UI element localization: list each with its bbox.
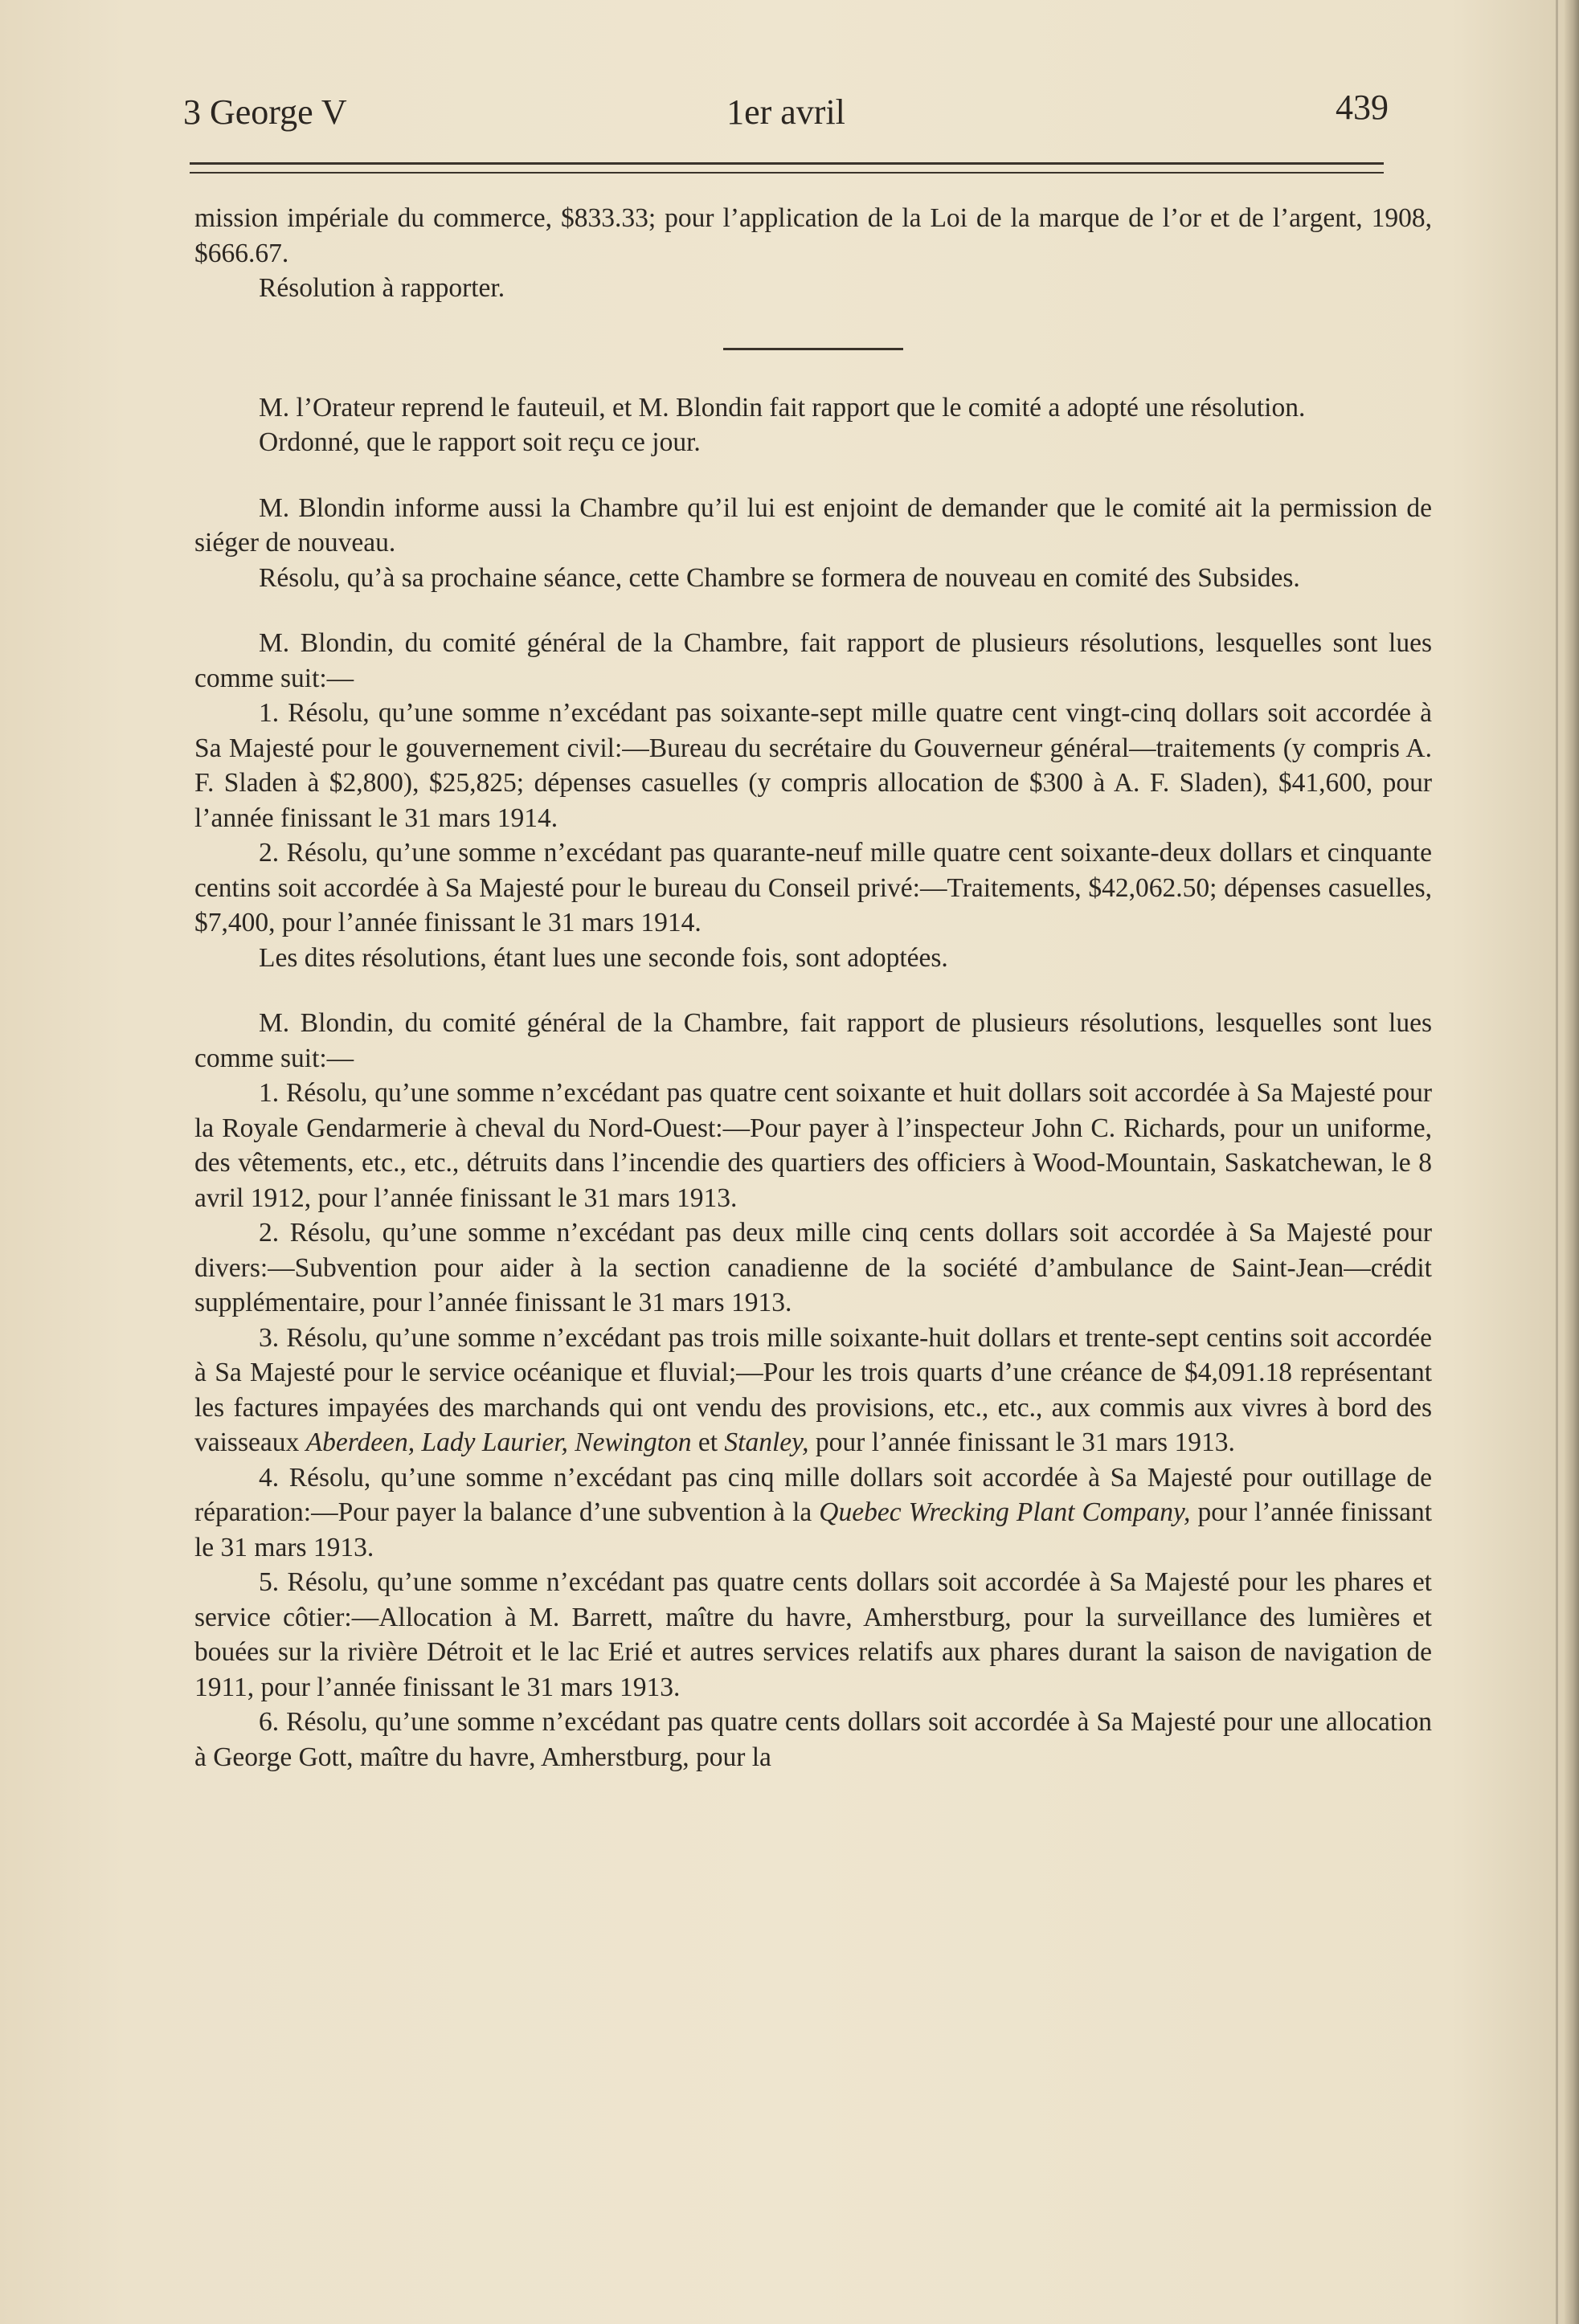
page-number: 439 bbox=[1336, 88, 1389, 127]
resolution-item: 2. Résolu, qu’une somme n’excédant pas deux mille cinq cents dollars soit accordée à Sa Majesté pour divers:—Subvention pour aider à la section canadienne de la société d’ambulance de Saint-Jean—crédit supplémentaire, pour l’année finissant le 31 mars 1913. bbox=[194, 1218, 1432, 1317]
running-header bbox=[183, 87, 1389, 138]
resolution-text: 3. Résolu, qu’une somme n’excédant pas trois mille soixante-huit dollars et trente-sept centins soit accordée à Sa Majesté pour le service océanique et fluvial;—Pour les trois quarts d’une créance de $4,091.18 représentant les factures impayées des marchands qui ont vendu des provisions, etc., etc., aux commis aux vivres à bord des vaisseaux bbox=[194, 1322, 1432, 1457]
paragraph-resolved-supply: Résolu, qu’à sa prochaine séance, cette Chambre se formera de nouveau en comité des Subsides. bbox=[259, 562, 1300, 593]
page-body bbox=[194, 201, 1432, 1775]
resolution-text: pour l’année finissant le 31 mars 1913. bbox=[194, 1497, 1433, 1562]
resolution-item: 6. Résolu, qu’une somme n’excédant pas quatre cents dollars soit accordée à Sa Majesté pour une allocation à George Gott, maître du havre, Amherstburg, pour la bbox=[194, 1707, 1432, 1772]
paragraph-continued: mission impériale du commerce, $833.33; pour l’application de la Loi de la marque de l’or et de l’argent, 1908, $666.67. bbox=[194, 203, 1432, 268]
paragraph-report-intro-1: M. Blondin, du comité général de la Chambre, fait rapport de plusieurs résolutions, lesquelles sont lues comme suit:— bbox=[194, 628, 1432, 693]
resolution-text: pour l’année finissant le 31 mars 1913. bbox=[815, 1427, 1235, 1457]
resolution-text: 4. Résolu, qu’une somme n’excédant pas cinq mille dollars soit accordée à Sa Majesté pour outillage de réparation:—Pour payer la balance d’une subvention à la bbox=[194, 1462, 1432, 1527]
paragraph-resolution-report: Résolution à rapporter. bbox=[259, 273, 505, 303]
header-regnal-year: 3 George V bbox=[183, 92, 347, 132]
resolution-item: 2. Résolu, qu’une somme n’excédant pas quarante-neuf mille quatre cent soixante-deux dollars et cinquante centins soit accordée à Sa Majesté pour le bureau du Conseil privé:—Traitements, $42,062.50; dépenses casuelles, $7,400, pour l’année finissant le 31 mars 1914. bbox=[194, 838, 1432, 937]
resolution-item: 5. Résolu, qu’une somme n’excédant pas quatre cents dollars soit accordée à Sa Majesté pour les phares et service côtier:—Allocation à M. Barrett, maître du havre, Amherstburg, pour la surveillance des lumières et bouées sur la rivière Détroit et le lac Erié et autres services relatifs aux phares durant la saison de navigation de 1911, pour l’année finissant le 31 mars 1913. bbox=[194, 1567, 1432, 1702]
paragraph-ordered: Ordonné, que le rapport soit reçu ce jour. bbox=[259, 427, 701, 457]
paragraph-adopted: Les dites résolutions, étant lues une seconde fois, sont adoptées. bbox=[259, 942, 948, 973]
ship-name-stanley: Stanley, bbox=[724, 1427, 809, 1457]
page-edge-line bbox=[1556, 0, 1558, 2324]
page-edge bbox=[1565, 0, 1579, 2324]
resolution-item bbox=[194, 1460, 1432, 1566]
paragraph-leave-to-sit: M. Blondin informe aussi la Chambre qu’il lui est enjoint de demander que le comité ait la permission de siéger de nouveau. bbox=[194, 492, 1432, 558]
resolution-item: 1. Résolu, qu’une somme n’excédant pas soixante-sept mille quatre cent vingt-cinq dollars soit accordée à Sa Majesté pour le gouvernement civil:—Bureau du secrétaire du Gouverneur général—traitements (y compris A. F. Sladen à $2,800), $25,825; dépenses casuelles (y compris allocation de $300 à A. F. Sladen), $41,600, pour l’année finissant le 31 mars 1914. bbox=[194, 698, 1432, 833]
header-date: 1er avril bbox=[726, 92, 845, 132]
paragraph-report-intro-2: M. Blondin, du comité général de la Chambre, fait rapport de plusieurs résolutions, lesquelles sont lues comme suit:— bbox=[194, 1008, 1432, 1073]
conjunction: et bbox=[697, 1427, 718, 1457]
resolution-item bbox=[194, 1321, 1432, 1460]
section-separator bbox=[723, 348, 903, 350]
ship-names: Aberdeen, Lady Laurier, Newington bbox=[305, 1427, 692, 1457]
company-name: Quebec Wrecking Plant Company, bbox=[819, 1497, 1191, 1527]
header-double-rule bbox=[190, 162, 1384, 174]
paragraph-speaker-resumes: M. l’Orateur reprend le fauteuil, et M. Blondin fait rapport que le comité a adopté une résolution. bbox=[259, 392, 1306, 423]
resolution-item: 1. Résolu, qu’une somme n’excédant pas quatre cent soixante et huit dollars soit accordée à Sa Majesté pour la Royale Gendarmerie à cheval du Nord-Ouest:—Pour payer à l’inspecteur John C. Richards, pour un uniforme, des vêtements, etc., etc., détruits dans l’incendie des quartiers des officiers à Wood-Mountain, Saskatchewan, le 8 avril 1912, pour l’année finissant le 31 mars 1913. bbox=[194, 1078, 1432, 1213]
